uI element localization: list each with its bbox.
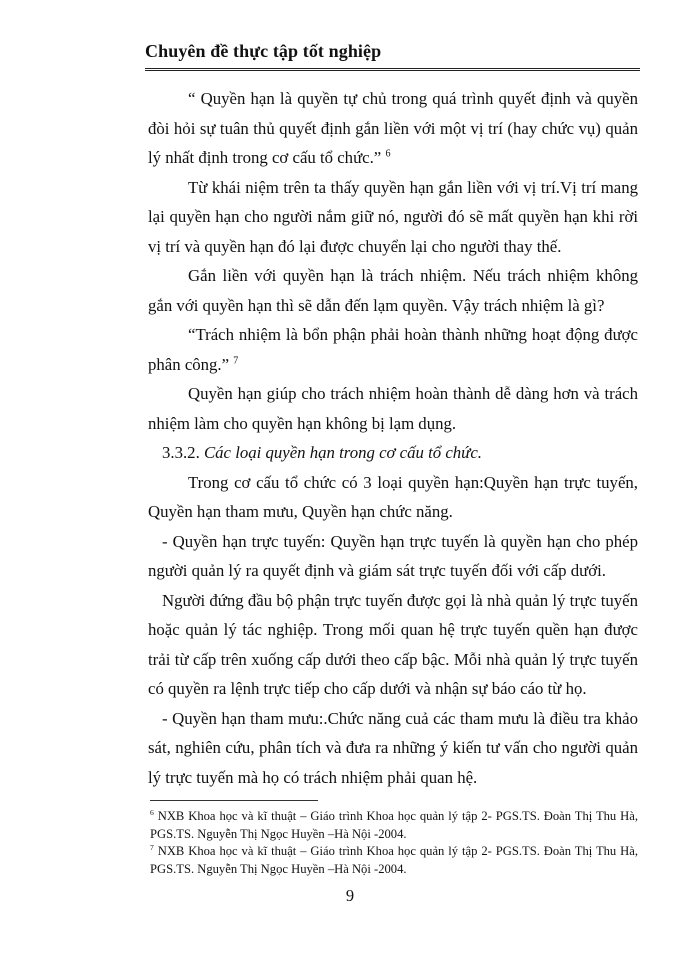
section-heading (148, 438, 638, 468)
footnote-ref-7: 7 (233, 354, 239, 366)
page-number: 9 (345, 886, 355, 905)
paragraph-line-manager: Người đứng đầu bộ phận trực tuyến được gọi là nhà quản lý trực tuyến hoặc quản lý tác nghiệp. Trong mối quan hệ trực tuyến quền hạn được trải từ cấp trên xuống cấp dưới theo cấp bậc. Mỗi nhà quản lý trực tuyến có quyền ra lệnh trực tiếp cho cấp dưới và nhận sự báo cáo từ họ. (148, 590, 638, 698)
page-header (145, 41, 640, 71)
paragraph-quote-responsibility: “Trách nhiệm là bổn phận phải hoàn thành những hoạt động được phân công.” $^7$ (148, 325, 638, 374)
paragraph-staff-authority: - Quyền hạn tham mưu:.Chức năng cuả các tham mưu là điều tra khảo sát, nghiên cứu, phân tích và đưa ra những ý kiến tư vấn cho người quản lý trực tuyến mà họ có trách nhiệm phải quan hệ. (148, 708, 638, 787)
paragraph-authority-responsibility: Quyền hạn giúp cho trách nhiệm hoàn thành dễ dàng hơn và trách nhiệm làm cho quyền hạn không bị lạm dụng. (148, 384, 638, 433)
footnote-mark: 6 (150, 807, 154, 817)
footnote-mark: 7 (150, 842, 154, 852)
paragraph-authority-types: Trong cơ cấu tổ chức có 3 loại quyền hạn:Quyền hạn trực tuyến, Quyền hạn tham mưu, Quyền hạn chức năng. (148, 472, 638, 521)
footnote-7 (150, 843, 638, 878)
footnote-text: NXB Khoa học và kĩ thuật – Giáo trình Khoa học quản lý tập 2- PGS.TS. Đoàn Thị Thu Hà, PGS.TS. Nguyễn Thị Ngọc Huyền –Hà Nội -2004. (150, 844, 638, 876)
body-text (148, 84, 638, 792)
paragraph-responsibility-intro: Gắn liền với quyền hạn là trách nhiệm. Nếu trách nhiệm không gắn với quyền hạn thì sẽ dẫn đến lạm quyền. Vậy trách nhiệm là gì? (148, 266, 638, 315)
footnote-text: NXB Khoa học và kĩ thuật – Giáo trình Khoa học quản lý tập 2- PGS.TS. Đoàn Thị Thu Hà, PGS.TS. Nguyễn Thị Ngọc Huyền –Hà Nội -2004. (150, 809, 638, 841)
paragraph-quote-authority: “ Quyền hạn là quyền tự chủ trong quá trình quyết định và quyền đòi hỏi sự tuân thủ quyết định gắn liền với một vị trí (hay chức vụ) quản lý nhất định trong cơ cấu tổ chức.” $^6$ (148, 89, 638, 167)
paragraph-authority-position: Từ khái niệm trên ta thấy quyền hạn gắn liền với vị trí.Vị trí mang lại quyền hạn cho người nắm giữ nó, người đó sẽ mất quyền hạn khi rời vị trí và quyền hạn đó lại được chuyển lại cho người thay thế. (148, 177, 638, 256)
footnote-6 (150, 808, 638, 843)
footnote-divider (150, 800, 318, 801)
page-header-title: Chuyên đề thực tập tốt nghiệp (145, 41, 382, 61)
section-number: 3.3.2. (162, 443, 200, 462)
footnotes (150, 808, 638, 878)
footnote-ref-6: 6 (385, 148, 391, 160)
paragraph-line-authority: - Quyền hạn trực tuyến: Quyền hạn trực tuyến là quyền hạn cho phép người quản lý ra quyết định và giám sát trực tuyến đối với cấp dưới. (148, 531, 638, 580)
section-title: Các loại quyền hạn trong cơ cấu tổ chức. (203, 443, 482, 462)
